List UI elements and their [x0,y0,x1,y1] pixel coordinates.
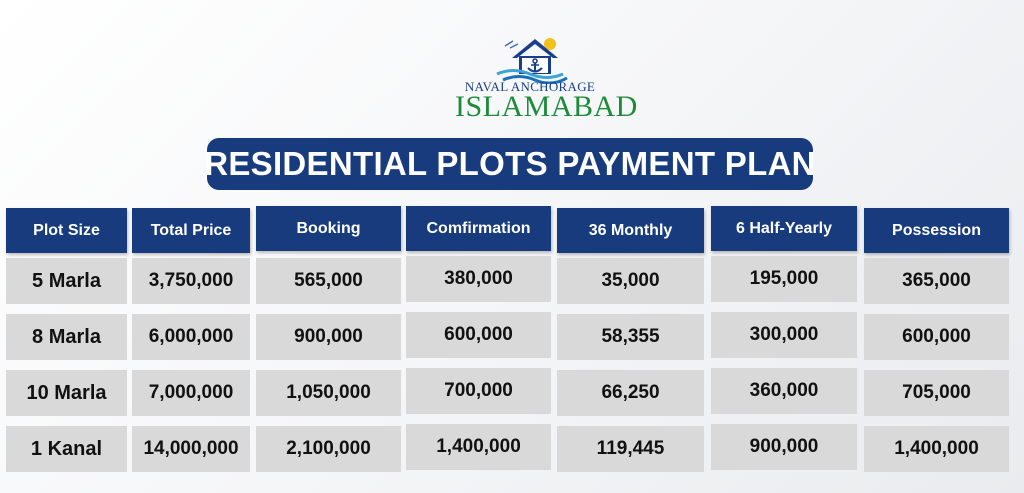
row-10-marla-booking: 1,050,000 [256,370,401,416]
row-5-marla-total-price: 3,750,000 [132,258,250,304]
row-8-marla-possession: 600,000 [864,314,1009,360]
row-5-marla-possession: 365,000 [864,258,1009,304]
house-anchor-icon [455,36,605,84]
row-5-marla-36-monthly: 35,000 [557,258,704,304]
row-1-kanal-6-half-yearly: 900,000 [711,424,857,470]
row-5-marla-confirmation: 380,000 [406,256,551,302]
header-possession: Possession [864,208,1009,253]
row-1-kanal-plot-size: 1 Kanal [6,426,127,472]
row-8-marla-6-half-yearly: 300,000 [711,312,857,358]
row-10-marla-6-half-yearly: 360,000 [711,368,857,414]
row-5-marla-plot-size: 5 Marla [6,258,127,304]
header-6-half-yearly: 6 Half-Yearly [711,206,857,251]
row-5-marla-booking: 565,000 [256,258,401,304]
header-total-price: Total Price [132,208,250,253]
row-8-marla-plot-size: 8 Marla [6,314,127,360]
row-1-kanal-total-price: 14,000,000 [132,426,250,472]
row-8-marla-36-monthly: 58,355 [557,314,704,360]
row-1-kanal-possession: 1,400,000 [864,426,1009,472]
row-10-marla-36-monthly: 66,250 [557,370,704,416]
row-10-marla-confirmation: 700,000 [406,368,551,414]
row-10-marla-total-price: 7,000,000 [132,370,250,416]
header-booking: Booking [256,206,401,251]
row-8-marla-total-price: 6,000,000 [132,314,250,360]
row-8-marla-booking: 900,000 [256,314,401,360]
logo-small-text: NAVAL ANCHORAGE [464,79,596,94]
row-8-marla-confirmation: 600,000 [406,312,551,358]
header-plot-size: Plot Size [6,208,127,253]
header-36-monthly: 36 Monthly [557,208,704,253]
row-1-kanal-confirmation: 1,400,000 [406,424,551,470]
row-1-kanal-booking: 2,100,000 [256,426,401,472]
row-1-kanal-36-monthly: 119,445 [557,426,704,472]
header-confirmation: Comfirmation [406,206,551,251]
page-title: RESIDENTIAL PLOTS PAYMENT PLAN [207,138,813,190]
row-5-marla-6-half-yearly: 195,000 [711,256,857,302]
row-10-marla-possession: 705,000 [864,370,1009,416]
naval-anchorage-logo [455,36,638,128]
row-10-marla-plot-size: 10 Marla [6,370,127,416]
logo-big-text: ISLAMABAD [455,90,638,123]
